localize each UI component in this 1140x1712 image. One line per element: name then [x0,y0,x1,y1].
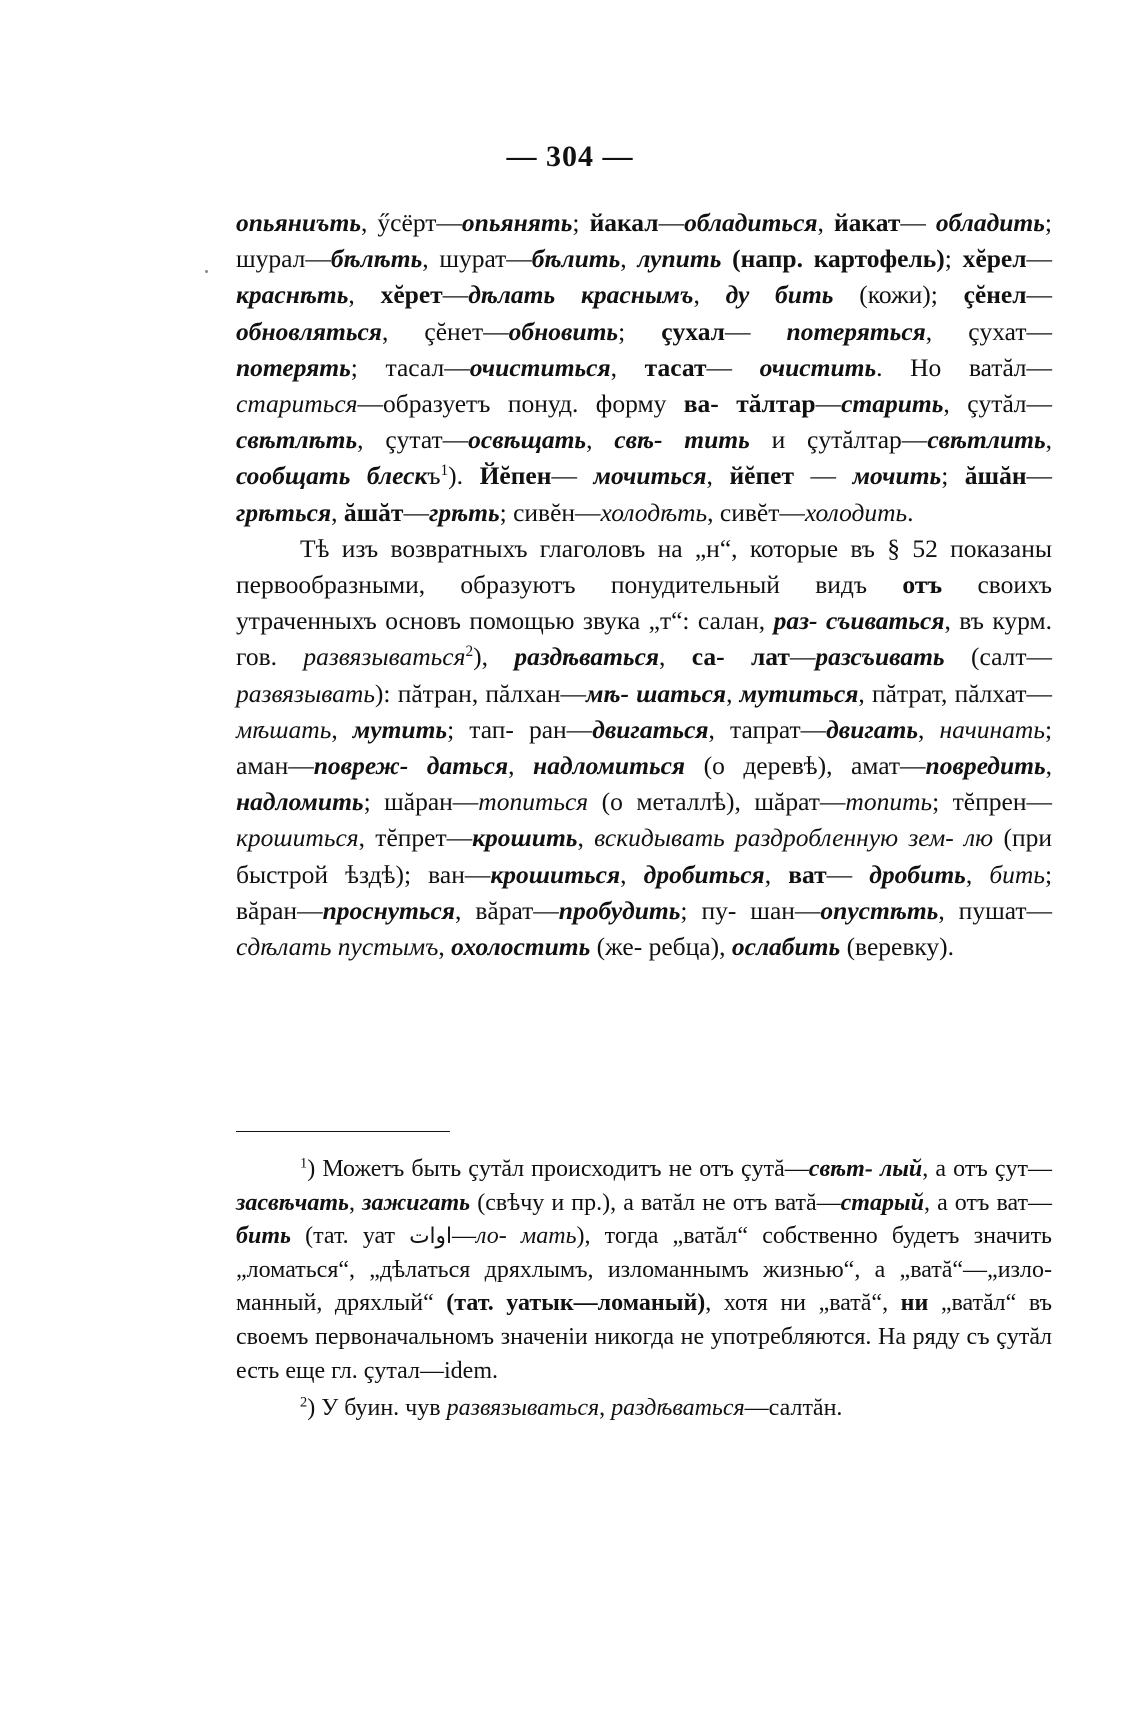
main-text [236,205,1052,965]
footnote-divider [236,1131,450,1132]
margin-mark [205,270,208,273]
footnote-1: $^1$) Можетъ быть çутăл происходитъ не отъ çутă—свѣт- лый, а отъ çут—засвѣчать, зажигать (свѣчу и пр.), а ватăл не отъ ватă—старый, а отъ ват—бить (тат. уат اوات—ло- мать), тогда „ватăл“ собственно будетъ значить „ломаться“, „дѣлаться дряхлымъ, изломаннымъ жизнью“, а „ватă“—„изло- манный, дряхлый“ (тат. уатык—ломаный), хотя ни „ватă“, ни „ватăл“ въ своемъ первоначальномъ значеніи никогда не употребляются. На ряду съ çутăл есть еще гл. çутал—idem. [236,1155,1053,1384]
paragraph-2: Тѣ изъ возвратныхъ глаголовъ на „н“, которые въ § 52 показаны первообразными, образуютъ понудительный видъ отъ своихъ утраченныхъ основъ помощью звука „т“: салан, раз- съиваться, въ курм. гов. развязываться$^2$), раздѣваться, са- лат—разсъивать (салт—развязывать): пăтран, пăлхан—мѣ- шаться, мутиться, пăтрат, пăлхат—мѣшать, мутить; тап- ран—двигаться, тапрат—двигать, начинать; аман—повреж- даться, надломиться (о деревѣ), амат—повредить, надломить; шăран—топиться (о металлѣ), шăрат—топить; тĕпрен— крошиться, тĕпрет—крошить, вскидывать раздробленную зем- лю (при быстрой ѣздѣ); ван—крошиться, дробиться, ват— дробить, бить; вăран—проснуться, вăрат—пробудить; пу- шан—опустѣть, пушат—сдѣлать пустымъ, охолостить (же- ребца), ослабить (веревку). [236,533,1053,962]
paragraph-1: опьяниъть, ӳсёрт—опьянять; йакал—обладиться, йакат— обладить; шурал—бѣлѣть, шурат—бѣлить, лупить (напр. картофель); хĕрел—краснѣть, хĕрет—дѣлать краснымъ, ду бить (кожи); çĕнел—обновляться, çĕнет—обновить; çухал— потеряться, çухат—потерять; тасал—очиститься, тасат— очистить. Но ватăл—стариться—образуетъ понуд. форму ва- тăлтар—старить, çутăл—свѣтлѣть, çутат—освѣщать, свѣ- тить и çутăлтар—свѣтлить, сообщать блескъ$^1$). Йĕпен— мочиться, йĕпет — мочить; ăшăн—грѣться, ăшăт—грѣть; сивĕн—холодѣть, сивĕт—холодить. [236,208,1053,527]
footnotes [236,1153,1052,1430]
page-number: — 304 — [506,140,634,173]
footnote-2: $^2$) У буин. чув развязываться, раздѣваться—салтăн. [300,1394,843,1422]
